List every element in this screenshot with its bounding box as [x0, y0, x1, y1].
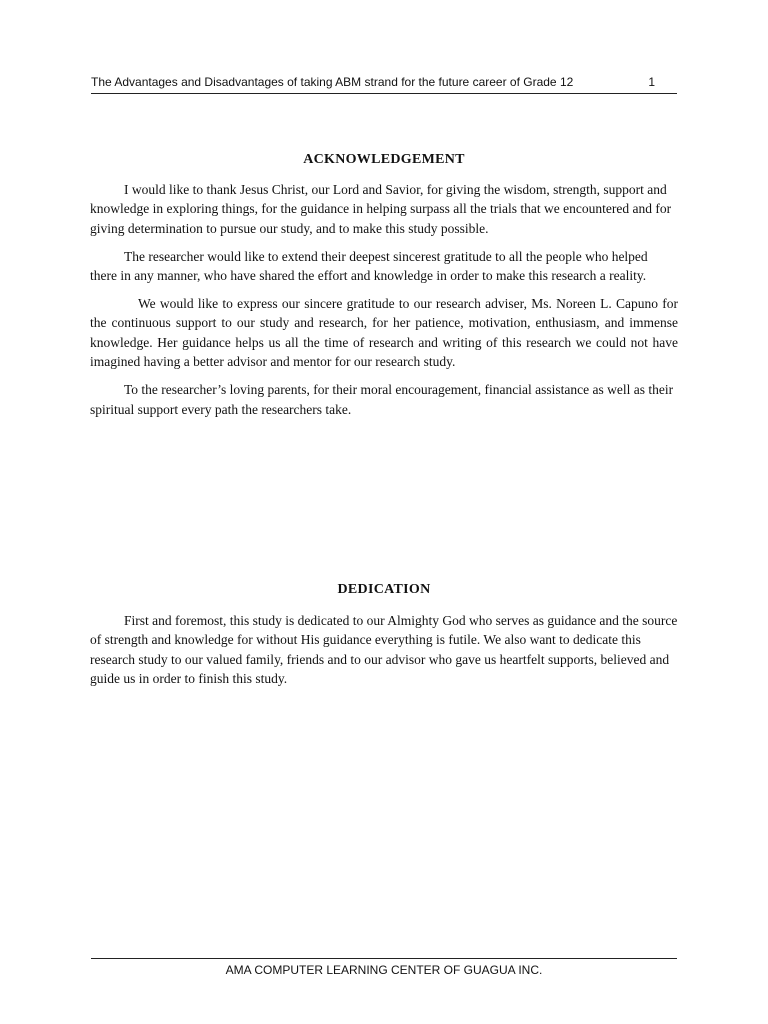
- header-title: The Advantages and Disadvantages of taking ABM strand for the future career of Grade 12: [91, 75, 574, 89]
- acknowledgement-body: [90, 180, 678, 427]
- acknowledgement-heading: ACKNOWLEDGEMENT: [303, 152, 465, 167]
- footer-text: AMA COMPUTER LEARNING CENTER OF GUAGUA INC.: [225, 963, 543, 977]
- acknowledgement-paragraph-1: I would like to thank Jesus Christ, our Lord and Savior, for giving the wisdom, strength, support and knowledge in exploring things, for the guidance in helping surpass all the trials that we encountered and for giving determination to pursue our study, and to make this study possible.: [90, 182, 672, 236]
- dedication-heading: DEDICATION: [337, 582, 431, 597]
- dedication-body: [90, 611, 678, 697]
- acknowledgement-paragraph-2: The researcher would like to extend their deepest sincerest gratitude to all the people who helped there in any manner, who have shared the effort and knowledge in order to make this research a reality.: [90, 248, 648, 284]
- page-footer: [91, 958, 677, 977]
- page-number: 1: [648, 75, 655, 89]
- dedication-paragraph-1: First and foremost, this study is dedicated to our Almighty God who serves as guidance and the source of strength and knowledge for without His guidance everything is futile. We also want to dedicate this research study to our valued family, friends and to our advisor who gave us heartfelt supports, believed and guide us in order to finish this study.: [90, 613, 678, 687]
- page-header: [91, 74, 677, 94]
- acknowledgement-paragraph-4: To the researcher’s loving parents, for their moral encouragement, financial assistance as well as their spiritual support every path the researchers take.: [90, 382, 674, 417]
- acknowledgement-paragraph-3: We would like to express our sincere gratitude to our research adviser, Ms. Noreen L. Capuno for the continuous support to our study and research, for her patience, motivation, enthusiasm, and immense knowledge. Her guidance helps us all the time of research and writing of this research we could not have imagined having a better advisor and mentor for our research study.: [90, 296, 678, 370]
